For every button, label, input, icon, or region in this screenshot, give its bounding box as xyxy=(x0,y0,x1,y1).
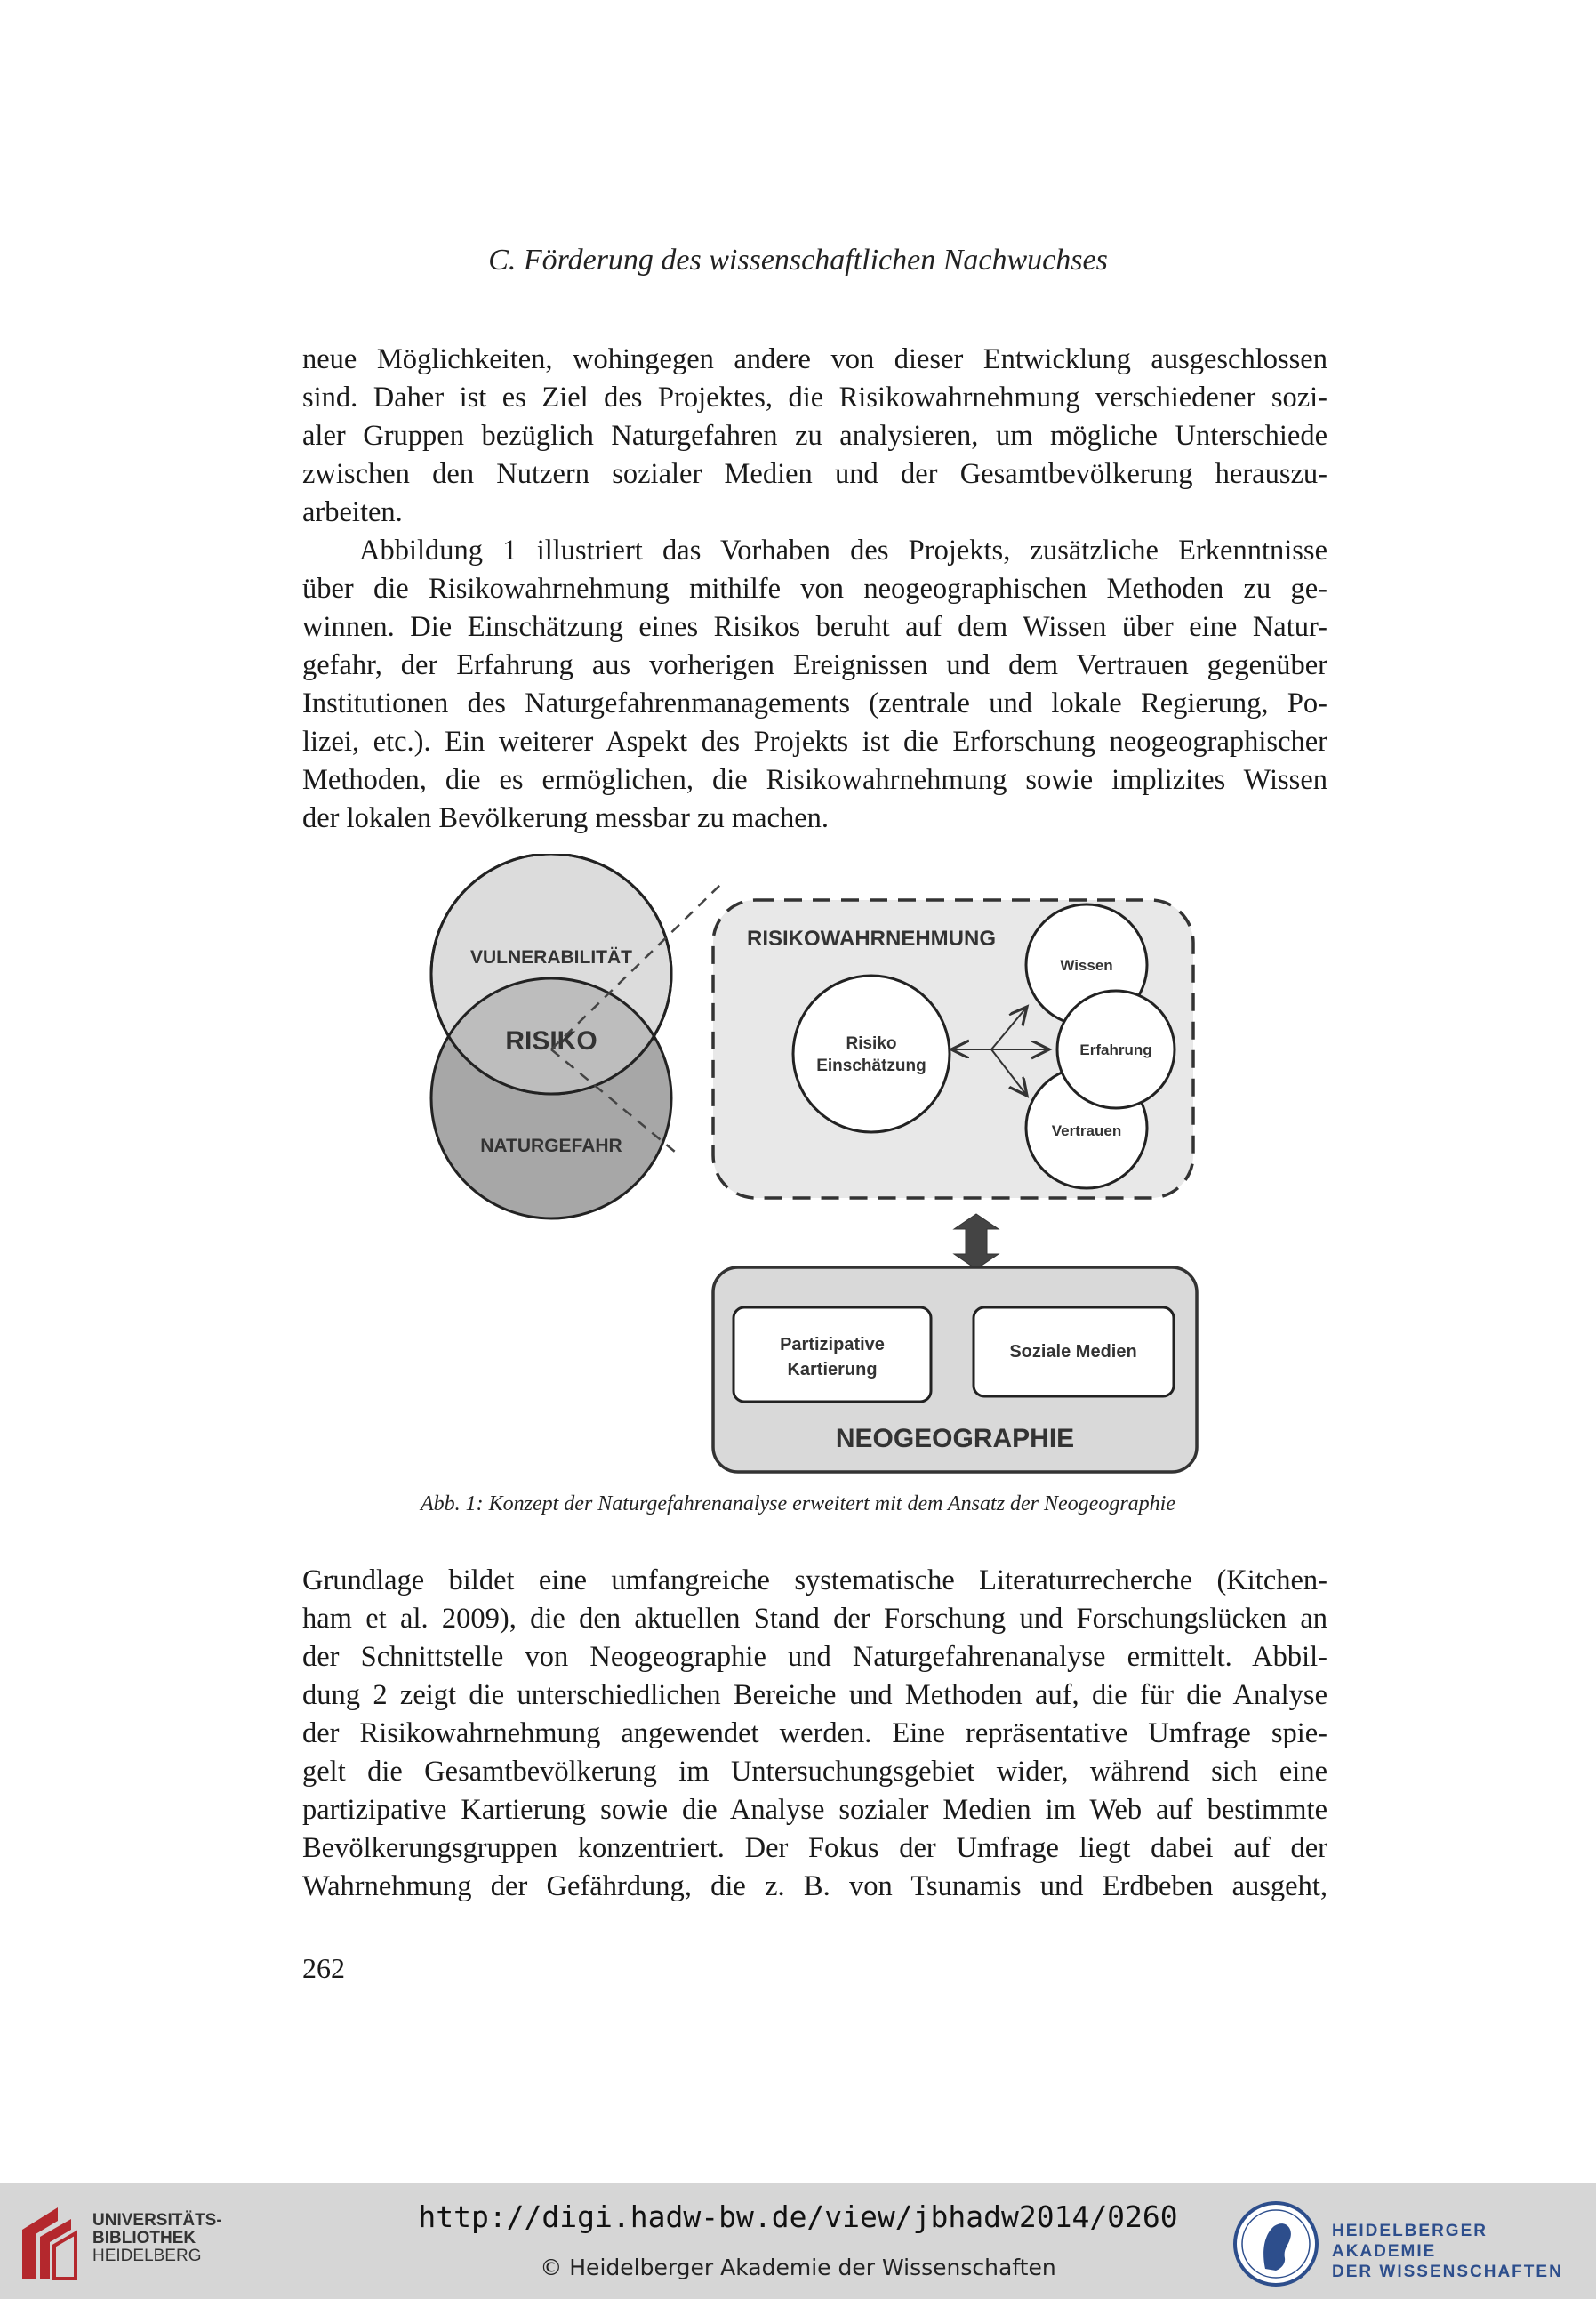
partizipative-kartierung-box xyxy=(734,1307,931,1402)
text-line: ham et al. 2009), die den aktuellen Stand der Forschung und Forschungslücken an xyxy=(302,1603,1327,1635)
risiko-einschaetzung-circle xyxy=(793,976,950,1132)
double-arrow-icon xyxy=(954,1214,999,1269)
partizipative-label-1: Partizipative xyxy=(780,1335,885,1354)
text-line: Institutionen des Naturgefahrenmanagements (zentrale und lokale Regierung, Po- xyxy=(302,687,1327,719)
academy-line: DER WISSENSCHAFTEN xyxy=(1332,2263,1563,2281)
ub-line: HEIDELBERG xyxy=(92,2247,202,2265)
text-line: Grundlage bildet eine umfangreiche systematische Literaturrecherche (Kitchen- xyxy=(302,1564,1327,1596)
page-number: 262 xyxy=(302,1952,345,1984)
risiko-label: RISIKO xyxy=(505,1026,597,1056)
text-line: der Schnittstelle von Neogeographie und Naturgefahrenanalyse ermittelt. Abbil- xyxy=(302,1641,1327,1673)
text-line: gefahr, der Erfahrung aus vorherigen Ereignissen und dem Vertrauen gegenüber xyxy=(302,649,1327,681)
text-line: sind. Daher ist es Ziel des Projektes, die Risikowahrnehmung verschiedener sozi- xyxy=(302,382,1327,414)
text-line: dung 2 zeigt die unterschiedlichen Bereiche und Methoden auf, die für die Analyse xyxy=(302,1679,1327,1711)
text-line: Abbildung 1 illustriert das Vorhaben des Projekts, zusätzliche Erkenntnisse xyxy=(359,535,1327,567)
text-line: gelt die Gesamtbevölkerung im Untersuchungsgebiet wider, während sich eine xyxy=(302,1756,1327,1788)
ub-line: BIBLIOTHEK xyxy=(92,2229,196,2247)
text-line: zwischen den Nutzern sozialer Medien und der Gesamtbevölkerung herauszu- xyxy=(302,458,1327,490)
academy-name xyxy=(1332,2221,1596,2282)
text-line: Bevölkerungsgruppen konzentriert. Der Fokus der Umfrage liegt dabei auf der xyxy=(302,1832,1327,1864)
risiko-einschaetzung-label-2: Einschätzung xyxy=(816,1057,926,1075)
copyright-notice: © Heidelberger Akademie der Wissenschaften xyxy=(540,2255,1056,2280)
text-line: aler Gruppen bezüglich Naturgefahren zu analysieren, um mögliche Unterschiede xyxy=(302,420,1327,452)
text-line: der lokalen Bevölkerung messbar zu machen. xyxy=(302,802,830,834)
vertrauen-label: Vertrauen xyxy=(1051,1122,1122,1139)
text-line: Methoden, die es ermöglichen, die Risikowahrnehmung sowie implizites Wissen xyxy=(302,764,1327,796)
soziale-medien-label: Soziale Medien xyxy=(1009,1342,1137,1362)
text-line: über die Risikowahrnehmung mithilfe von neogeographischen Methoden zu ge- xyxy=(302,573,1327,605)
ub-line: UNIVERSITÄTS- xyxy=(92,2211,222,2230)
text-line: partizipative Kartierung sowie die Analyse sozialer Medien im Web auf bestimmte xyxy=(302,1794,1327,1826)
permalink-url[interactable]: http://digi.hadw-bw.de/view/jbhadw2014/0260 xyxy=(418,2199,1178,2234)
text-line: Wahrnehmung der Gefährdung, die z. B. von Tsunamis und Erdbeben ausgeht, xyxy=(302,1870,1327,1902)
figure-caption: Abb. 1: Konzept der Naturgefahrenanalyse erweitert mit dem Ansatz der Neogeographie xyxy=(420,1492,1175,1515)
paragraph xyxy=(302,532,1327,838)
text-line: der Risikowahrnehmung angewendet werden. Eine repräsentative Umfrage spie- xyxy=(302,1717,1327,1749)
neogeographie-label: NEOGEOGRAPHIE xyxy=(835,1424,1075,1453)
text-line: lizei, etc.). Ein weiterer Aspekt des Projekts ist die Erforschung neogeographischer xyxy=(302,726,1327,758)
vulnerabilitaet-label: VULNERABILITÄT xyxy=(470,947,632,968)
paragraph xyxy=(302,1562,1327,1906)
risiko-einschaetzung-label-1: Risiko xyxy=(846,1034,897,1053)
concept-diagram xyxy=(418,854,1218,1476)
partizipative-label-2: Kartierung xyxy=(787,1360,878,1379)
paragraph xyxy=(302,341,1327,532)
text-line: neue Möglichkeiten, wohingegen andere von dieser Entwicklung ausgeschlossen xyxy=(302,343,1327,375)
academy-line: HEIDELBERGER AKADEMIE xyxy=(1332,2222,1488,2261)
footer-bar xyxy=(0,2183,1596,2299)
naturgefahr-label: NATURGEFAHR xyxy=(480,1136,622,1156)
text-line: winnen. Die Einschätzung eines Risikos beruht auf dem Wissen über eine Natur- xyxy=(302,611,1327,643)
risikowahrnehmung-label: RISIKOWAHRNEHMUNG xyxy=(747,927,996,951)
wissen-label: Wissen xyxy=(1060,957,1113,974)
academy-seal-icon xyxy=(1231,2199,1320,2288)
running-head: C. Förderung des wissenschaftlichen Nachwuchses xyxy=(488,244,1108,277)
erfahrung-label: Erfahrung xyxy=(1079,1041,1152,1058)
text-line: arbeiten. xyxy=(302,496,403,528)
